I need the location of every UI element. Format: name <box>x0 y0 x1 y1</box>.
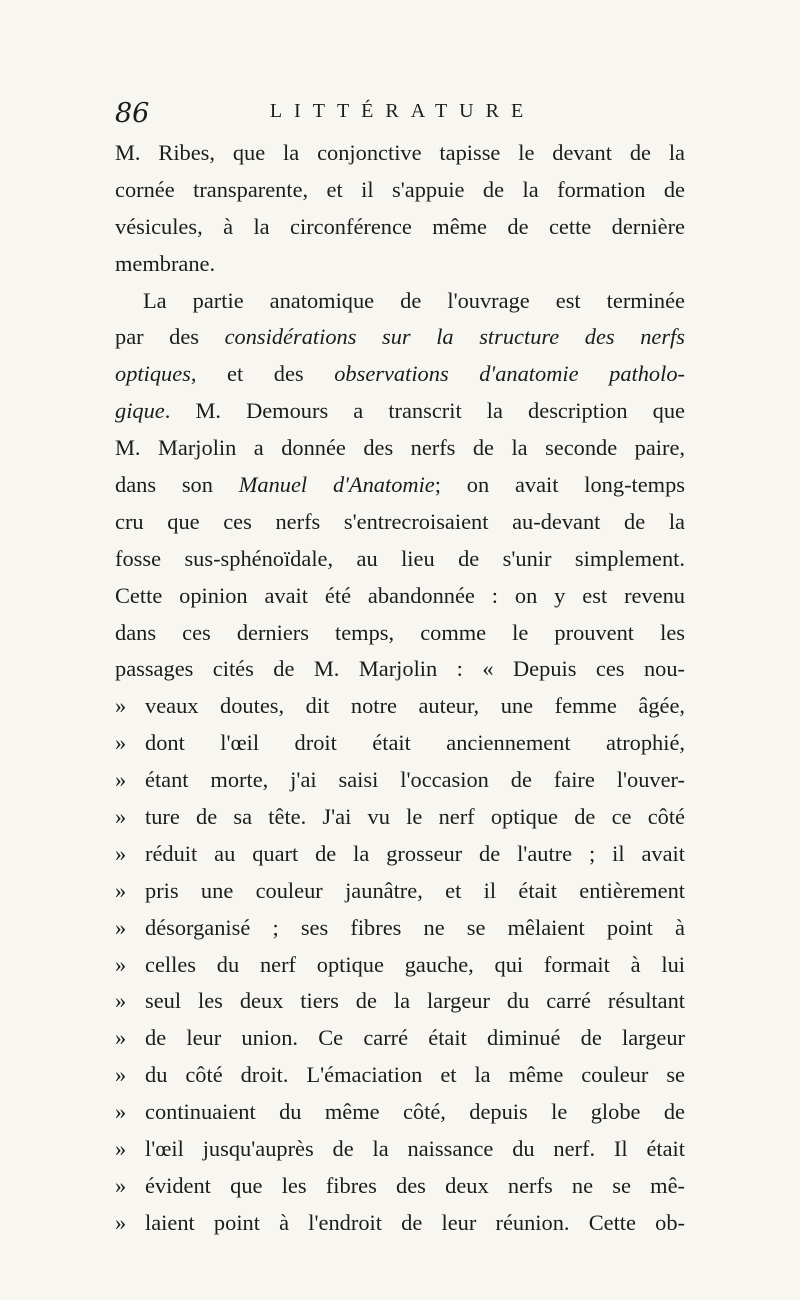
text-line: passages cités de M. Marjolin : « Depuis ces nou- <box>115 656 685 682</box>
page-header <box>115 98 690 138</box>
text-line: M. Ribes, que la conjonctive tapisse le devant de la <box>115 140 685 165</box>
text-line: » continuaient du même côté, depuis le globe de <box>115 1099 685 1125</box>
text-line: par des considérations sur la structure des nerfs <box>115 324 685 350</box>
text-line: » seul les deux tiers de la largeur du carré résultant <box>115 988 685 1014</box>
text-line: » évident que les fibres des deux nerfs ne se mê- <box>115 1172 685 1198</box>
page-number: 86 <box>115 98 150 129</box>
text-line: gique. M. Demours a transcrit la description que <box>115 398 685 424</box>
text-line: dans ces derniers temps, comme le prouvent les <box>115 619 685 645</box>
text-line: dans son Manuel d'Anatomie; on avait long-temps <box>115 472 686 498</box>
text-line: cru que ces nerfs s'entrecroisaient au-devant de la <box>115 508 685 534</box>
text-line: fosse sus-sphénoïdale, au lieu de s'unir simplement. <box>115 545 685 571</box>
text-line: » ture de sa tête. J'ai vu le nerf optique de ce côté <box>115 804 685 830</box>
running-title: LITTÉRATURE <box>269 100 536 122</box>
text-line: » celles du nerf optique gauche, qui formait à lui <box>115 951 685 977</box>
text-line: » réduit au quart de la grosseur de l'autre ; il avait <box>115 840 685 866</box>
text-line: » étant morte, j'ai saisi l'occasion de faire l'ouver- <box>115 767 685 793</box>
text-line: Cette opinion avait été abandonnée : on y est revenu <box>115 582 685 608</box>
text-line: vésicules, à la circonférence même de cette dernière <box>115 213 685 239</box>
text-line: » du côté droit. L'émaciation et la même couleur se <box>115 1062 685 1088</box>
text-line: optiques, et des observations d'anatomie patholo- <box>115 361 685 387</box>
text-line: » pris une couleur jaunâtre, et il était entièrement <box>115 877 685 903</box>
text-line: membrane. <box>115 250 216 276</box>
text-line: » veaux doutes, dit notre auteur, une femme âgée, <box>115 693 685 719</box>
text-line: cornée transparente, et il s'appuie de la formation de <box>115 176 685 202</box>
text-line: » dont l'œil droit était anciennement atrophié, <box>115 730 685 756</box>
text-line: » l'œil jusqu'auprès de la naissance du nerf. Il était <box>115 1136 685 1162</box>
text-line: La partie anatomique de l'ouvrage est terminée <box>143 287 685 313</box>
text-line: M. Marjolin a donnée des nerfs de la seconde paire, <box>115 435 685 461</box>
text-line: » de leur union. Ce carré était diminué de largeur <box>115 1025 685 1051</box>
text-line: » laient point à l'endroit de leur réunion. Cette ob- <box>115 1209 685 1235</box>
text-line: » désorganisé ; ses fibres ne se mêlaient point à <box>115 914 685 940</box>
body-text <box>115 135 685 1242</box>
